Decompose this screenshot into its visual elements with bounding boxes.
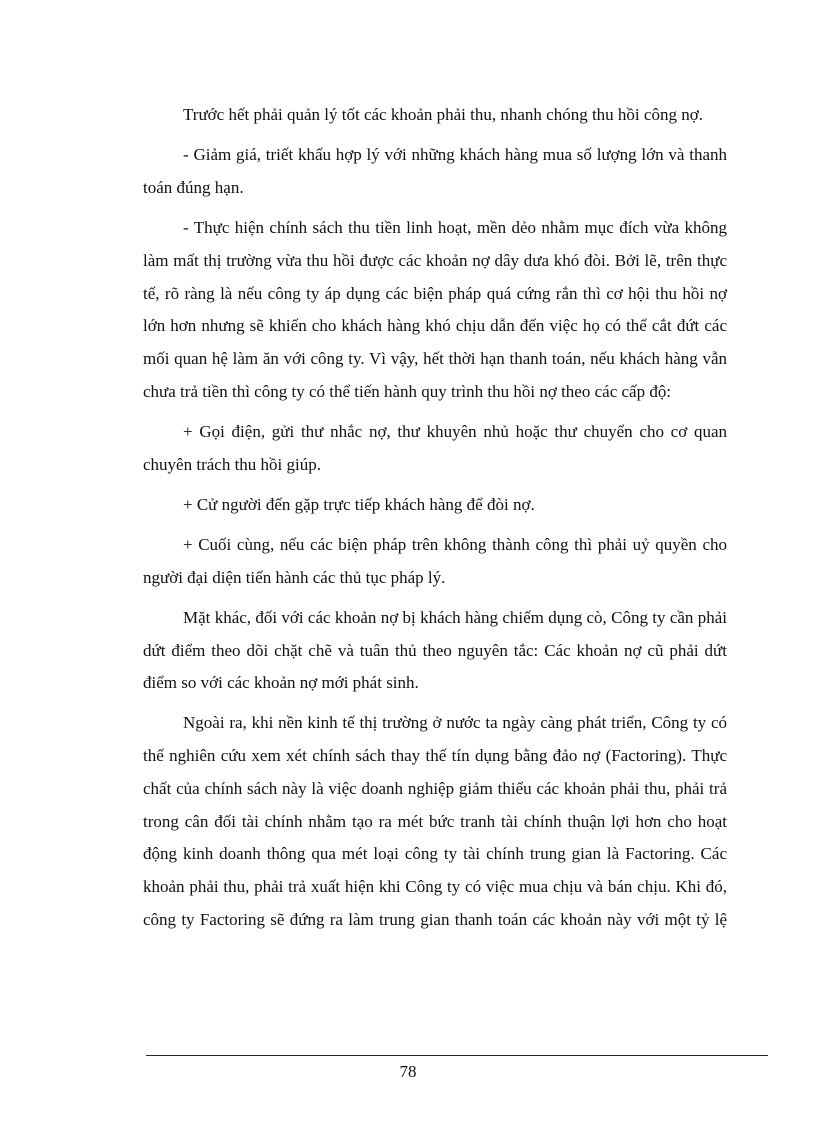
paragraph: - Giảm giá, triết khấu hợp lý với những khách hàng mua số lượng lớn và thanh toán đúng hạn. (143, 145, 727, 197)
footer-divider (146, 1055, 768, 1056)
paragraph: Trước hết phải quản lý tốt các khoản phải thu, nhanh chóng thu hồi công nợ. (183, 105, 703, 124)
paragraph: + Cử người đến gặp trực tiếp khách hàng để đòi nợ. (183, 494, 535, 514)
paragraph: Ngoài ra, khi nền kinh tế thị trường ở nước ta ngày càng phát triển, Công ty có thể nghiên cứu xem xét chính sách thay thế tín dụng bằng đảo nợ (Factoring). Thực chất của chính sách này là việc doanh nghiệp giảm thiểu các khoản phải thu, phải trả trong cân đối tài chính nhằm tạo ra mét bức tranh tài chính thuận lợi hơn cho hoạt động kinh doanh thông qua mét loại công ty tài chính trung gian là Factoring. Các khoản phải thu, phải trả xuất hiện khi Công ty có việc mua chịu và bán chịu. Khi đó, công ty Factoring sẽ đứng ra làm trung gian thanh toán các khoản này với một tỷ lệ (143, 713, 727, 929)
body-text (143, 99, 727, 944)
paragraph: - Thực hiện chính sách thu tiền linh hoạt, mền dẻo nhằm mục đích vừa không làm mất thị trường vừa thu hồi được các khoản nợ dây dưa khó đòi. Bởi lẽ, trên thực tế, rõ ràng là nếu công ty áp dụng các biện pháp quá cứng rắn thì cơ hội thu hồi nợ lớn hơn nhưng sẽ khiến cho khách hàng khó chịu dẫn đến việc họ có thể cắt đứt các mối quan hệ làm ăn với công ty. Vì vậy, hết thời hạn thanh toán, nếu khách hàng vẫn chưa trả tiền thì công ty có thể tiến hành quy trình thu hồi nợ theo các cấp độ: (143, 218, 727, 401)
paragraph: + Gọi điện, gửi thư nhắc nợ, thư khuyên nhủ hoặc thư chuyển cho cơ quan chuyên trách thu hồi giúp. (143, 421, 727, 474)
paragraph: + Cuối cùng, nếu các biện pháp trên không thành công thì phải uỷ quyền cho người đại diện tiến hành các thủ tục pháp lý. (143, 534, 727, 587)
paragraph: Mặt khác, đối với các khoản nợ bị khách hàng chiếm dụng cò, Công ty cần phải dứt điểm theo dõi chặt chẽ và tuân thủ theo nguyên tắc: Các khoản nợ cũ phải dứt điểm so với các khoản nợ mới phát sinh. (143, 607, 727, 693)
page-number: 78 (399, 1062, 417, 1081)
